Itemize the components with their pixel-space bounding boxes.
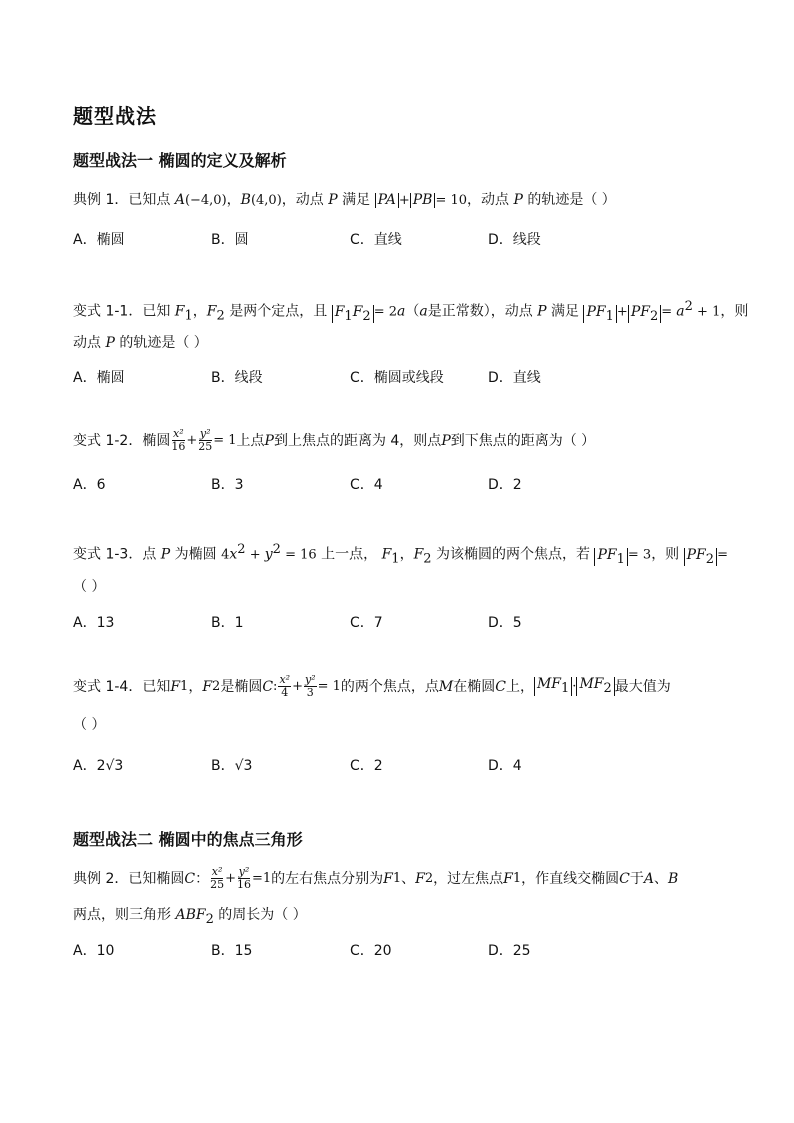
question-6-option-a: A．10: [73, 943, 115, 959]
question-5-option-d: D．4: [488, 758, 522, 774]
fraction-y-over-16: $\frac{\text{y²}}{16}$: [236, 865, 251, 891]
question-6-stem-line2: 两点，则三角形 $ABF_2$ 的周长为（ ）: [73, 907, 307, 927]
question-3-option-c: C．4: [350, 477, 383, 493]
question-6-option-c: C．20: [350, 943, 392, 959]
question-3-option-d: D．2: [488, 477, 522, 493]
fraction-y-over-3: $\frac{\text{y²}}{3}$: [304, 673, 316, 699]
section-heading-1: 题型战法一 椭圆的定义及解析: [73, 151, 287, 170]
question-4-option-d: D．5: [488, 615, 522, 631]
question-3-stem: 变式 1-2．椭圆 $\frac{\text{x²}}{16}$ + $\frac{\text{y²}}{25}$ = 1 上点 P 到上焦点的距离为 4，则点 P 到下焦点的距离为（ ）: [73, 427, 596, 453]
question-6-stem: 典例 2．已知椭圆 C ： $\frac{\text{x²}}{25}$ + $\frac{\text{y²}}{16}$ =1 的左右焦点分别为 F 1 、 F 2 ，过左焦点 F 1 ，作直线交椭圆 C 于 A 、 B: [73, 865, 679, 891]
question-4-stem: 变式 1-3．点 P 为椭圆 $4x^2 + y^2 = 16$ 上一点， $F_1$，$F_2$ 为该椭圆的两个焦点，若 $PF_1 = 3$，则 $PF_2$ =: [73, 542, 728, 567]
question-4-option-c: C．7: [350, 615, 383, 631]
fraction-x-over-4: $\frac{\text{x²}}{4}$: [279, 673, 291, 699]
question-3-option-a: A．6: [73, 477, 106, 493]
question-2-option-a: A．椭圆: [73, 370, 125, 386]
question-1-option-a: A．椭圆: [73, 232, 125, 248]
question-3-option-b: B．3: [211, 477, 244, 493]
question-6-option-d: D．25: [488, 943, 531, 959]
question-2-stem: 变式 1-1．已知 $F_1$，$F_2$ 是两个定点，且 $F_1F_2 = 2a(a$是正常数），动点 P 满足 $PF_1 + PF_2 = a^2 + 1$，则: [73, 299, 749, 324]
question-1-stem: 典例 1．已知点 A(−4,0)，B(4,0)，动点 P 满足 PA + PB = 10，动点 P 的轨迹是（ ）: [73, 192, 616, 208]
question-5-stem-line2: （ ）: [73, 717, 106, 733]
question-5-stem: 变式 1-4．已知 F 1 ， F 2 是椭圆 C : $\frac{\text{x²}}{4}$ + $\frac{\text{y²}}{3}$ = 1 的两个焦点，点 M 在椭圆 C 上， $MF_1$ · $MF_2$ 最大值为: [73, 673, 671, 699]
question-2-option-b: B．线段: [211, 370, 263, 386]
fraction-x-over-16: $\frac{\text{x²}}{16}$: [171, 427, 186, 453]
question-5-option-a: A．2√3: [73, 758, 124, 774]
question-4-option-a: A．13: [73, 615, 115, 631]
question-2-stem-line2: 动点 P 的轨迹是（ ）: [73, 335, 208, 351]
question-5-option-b: B．√3: [211, 758, 253, 774]
question-1-option-c: C．直线: [350, 232, 402, 248]
page-title: 题型战法: [73, 104, 157, 128]
question-4-option-b: B．1: [211, 615, 244, 631]
section-heading-2: 题型战法二 椭圆中的焦点三角形: [73, 830, 303, 849]
fraction-x-over-25: $\frac{\text{x²}}{25}$: [210, 865, 225, 891]
question-4-stem-line2: （ ）: [73, 579, 106, 595]
question-1-option-d: D．线段: [488, 232, 541, 248]
question-2-option-d: D．直线: [488, 370, 541, 386]
fraction-y-over-25: $\frac{\text{y²}}{25}$: [198, 427, 213, 453]
question-5-option-c: C．2: [350, 758, 383, 774]
question-6-option-b: B．15: [211, 943, 253, 959]
question-2-option-c: C．椭圆或线段: [350, 370, 444, 386]
question-1-option-b: B．圆: [211, 232, 249, 248]
